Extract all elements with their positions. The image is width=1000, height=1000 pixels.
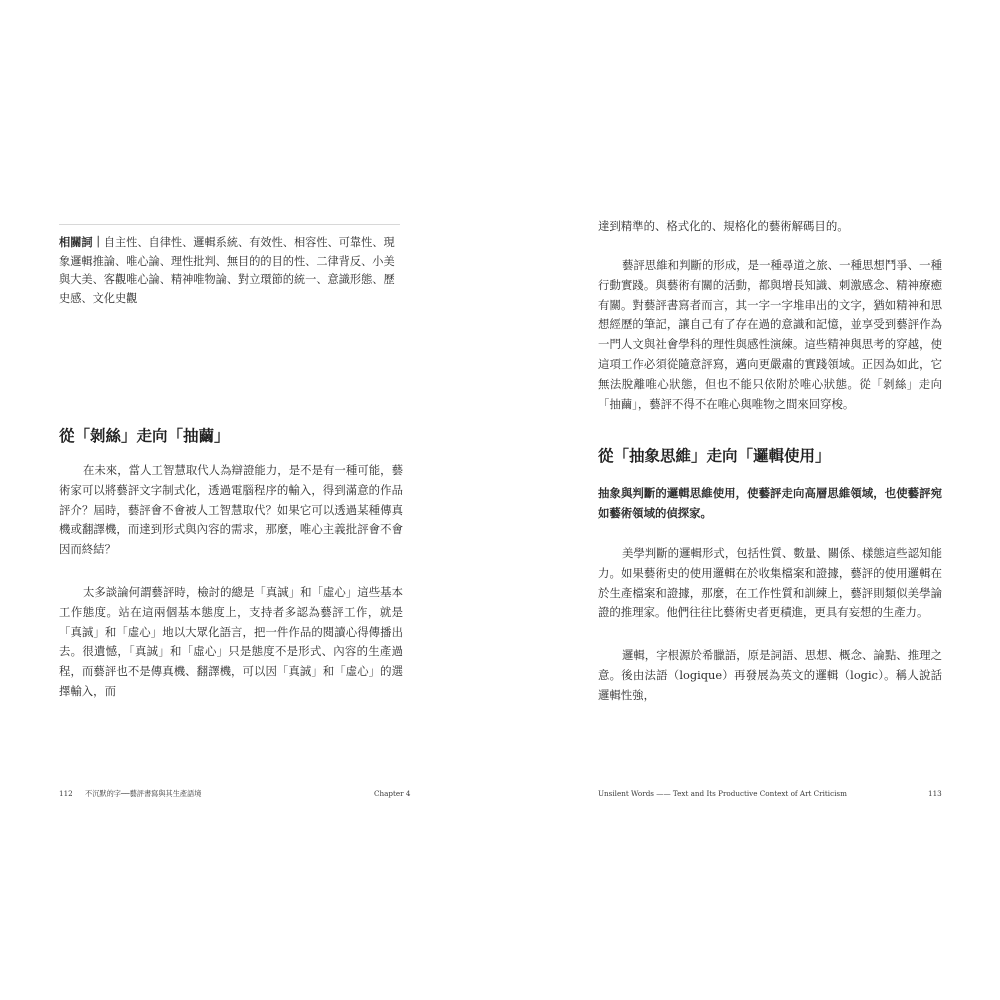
section-heading-left: 從「剝絲」走向「抽繭」 [59, 426, 230, 445]
right-paragraph-3: 邏輯，字根源於希臘語，原是詞語、思想、概念、論點、推理之意。後由法語（logique）再發展為英文的邏輯（logic）。稱人說話邏輯性強， [598, 648, 942, 702]
right-footer-page-number: 113 [928, 789, 942, 798]
left-paragraph-1: 在未來，當人工智慧取代人為辯證能力，是不是有一種可能，藝術家可以將藝評文字制式化，透過電腦程序的輸入，得到滿意的作品評介？屆時，藝評會不會被人工智慧取代？如果它可以透過某種傳真機或翻譯機，而達到形式與內容的需求，那麼，唯心主義批評會不會因而終結？ [59, 463, 403, 557]
left-footer-chapter: Chapter 4 [374, 789, 411, 798]
keywords-block [59, 233, 404, 308]
right-paragraph-continued: 達到精準的、格式化的、規格化的藝術解碼目的。 [598, 219, 849, 233]
right-paragraph-2: 美學判斷的邏輯形式，包括性質、數量、關係、樣態這些認知能力。如果藝術史的使用邏輯在於收集檔案和證據，藝評的使用邏輯在於生產檔案和證據，那麼，在工作性質和訓練上，藝評則類似美學論證的推理家。他們往往比藝術史者更積進，更具有妄想的生產力。 [598, 546, 942, 620]
keywords-label: 相關詞｜ [59, 235, 104, 249]
left-paragraph-2: 太多談論何謂藝評時，檢討的總是「真誠」和「虛心」這些基本工作態度。站在這兩個基本態度上，支持者多認為藝評工作，就是「真誠」和「虛心」地以大眾化語言，把一件作品的閱讀心得傳播出去。很遺憾，「真誠」和「虛心」只是態度不是形式、內容的生產過程，而藝評也不是傳真機、翻譯機，可以因「真誠」和「虛心」的選擇輸入，而 [59, 585, 403, 698]
keywords-text: 自主性、自律性、邏輯系統、有效性、相容性、可靠性、現象邏輯推論、唯心論、理性批判、無目的的目的性、二律背反、小美與大美、客觀唯心論、精神唯物論、對立環節的統一、意識形態、歷史感、文化史觀 [59, 236, 395, 305]
right-footer-book-title: Unsilent Words —— Text and Its Productive Context of Art Criticism [598, 789, 847, 798]
right-page [500, 0, 1000, 1000]
right-paragraph-1: 藝評思維和判斷的形成，是一種尋道之旅、一種思想鬥爭、一種行動實踐。與藝術有關的活動，都與增長知識、刺激感念、精神療癒有關。對藝評書寫者而言，其一字一字堆串出的文字，猶如精神和思想經歷的筆記，讓自己有了存在過的意識和記憶，並享受到藝評作為一門人文與社會學科的理性與感性演練。這些精神與思考的穿越，使這項工作必須從隨意評寫，邁向更嚴肅的實踐領域。正因為如此，它無法脫離唯心狀態，但也不能只依附於唯心狀態。從「剝絲」走向「抽繭」，藝評不得不在唯心與唯物之間來回穿梭。 [598, 258, 942, 411]
left-footer-page-number: 112 [59, 789, 73, 798]
right-lead-paragraph: 抽象與判斷的邏輯思維使用，使藝評走向高層思維領域，也使藝評宛如藝術領域的偵探家。 [598, 486, 942, 520]
keywords-rule [59, 224, 400, 225]
section-heading-right: 從「抽象思維」走向「邏輯使用」 [598, 446, 831, 465]
left-footer-book-title: 不沉默的字──藝評書寫與其生產語境 [85, 789, 202, 798]
